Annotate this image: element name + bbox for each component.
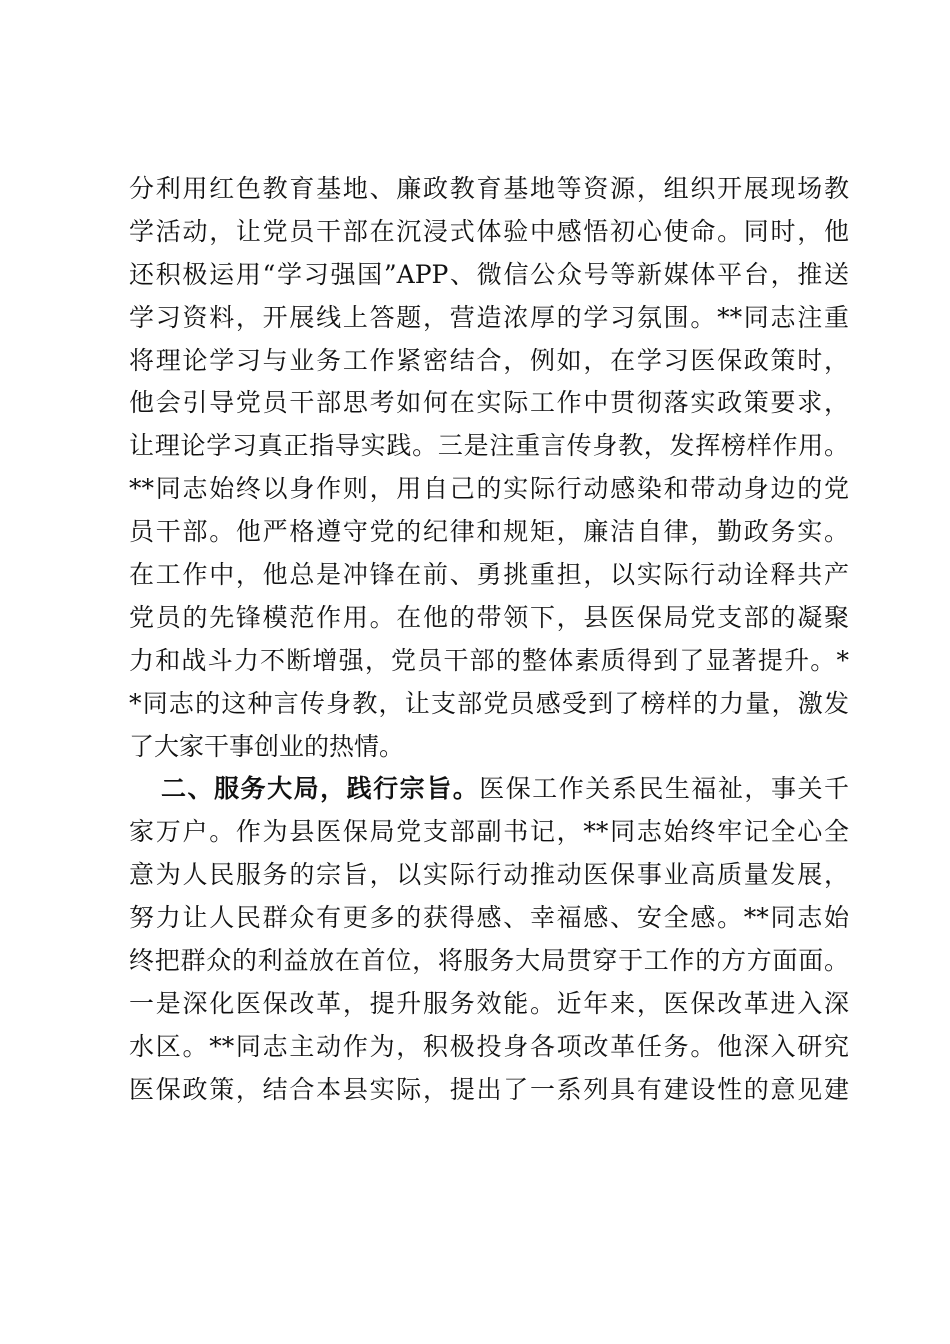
body-line: 员干部。他严格遵守党的纪律和规矩，廉洁自律，勤政务实。 bbox=[129, 517, 849, 547]
section-2-heading: 二、服务大局，践行宗旨。 bbox=[161, 774, 480, 804]
body-line: 将理论学习与业务工作紧密结合，例如，在学习医保政策时， bbox=[129, 345, 849, 375]
body-line: 还积极运用“学习强国”APP、微信公众号等新媒体平台，推送 bbox=[129, 259, 849, 289]
document-body bbox=[129, 168, 849, 1112]
section-2-line: 终把群众的利益放在首位，将服务大局贯穿于工作的方方面面。 bbox=[129, 946, 849, 976]
body-line: **同志始终以身作则，用自己的实际行动感染和带动身边的党 bbox=[129, 474, 849, 504]
section-2-line: 意为人民服务的宗旨，以实际行动推动医保事业高质量发展， bbox=[129, 860, 849, 890]
section-2-line: 家万户。作为县医保局党支部副书记，**同志始终牢记全心全 bbox=[129, 817, 849, 847]
section-2-first-line-text: 医保工作关系民生福祉，事关千 bbox=[479, 774, 849, 804]
body-line: *同志的这种言传身教，让支部党员感受到了榜样的力量，激发 bbox=[129, 688, 849, 718]
body-line: 他会引导党员干部思考如何在实际工作中贯彻落实政策要求， bbox=[129, 388, 849, 418]
section-2-line: 水区。**同志主动作为，积极投身各项改革任务。他深入研究 bbox=[129, 1031, 849, 1061]
body-line: 学活动，让党员干部在沉浸式体验中感悟初心使命。同时，他 bbox=[129, 216, 849, 246]
body-line-last: 了大家干事创业的热情。 bbox=[129, 731, 405, 761]
body-line: 分利用红色教育基地、廉政教育基地等资源，组织开展现场教 bbox=[129, 174, 849, 203]
section-2-line: 一是深化医保改革，提升服务效能。近年来，医保改革进入深 bbox=[129, 988, 849, 1018]
section-2-first-line bbox=[129, 768, 849, 811]
section-2-line: 努力让人民群众有更多的获得感、幸福感、安全感。**同志始 bbox=[129, 903, 849, 933]
body-line: 让理论学习真正指导实践。三是注重言传身教，发挥榜样作用。 bbox=[129, 431, 849, 461]
body-line: 党员的先锋模范作用。在他的带领下，县医保局党支部的凝聚 bbox=[129, 602, 849, 632]
body-line: 学习资料，开展线上答题，营造浓厚的学习氛围。**同志注重 bbox=[129, 302, 849, 332]
body-line: 在工作中，他总是冲锋在前、勇挑重担，以实际行动诠释共产 bbox=[129, 560, 849, 590]
body-line: 力和战斗力不断增强，党员干部的整体素质得到了显著提升。* bbox=[129, 645, 849, 675]
section-2-line: 医保政策，结合本县实际，提出了一系列具有建设性的意见建 bbox=[129, 1074, 849, 1104]
